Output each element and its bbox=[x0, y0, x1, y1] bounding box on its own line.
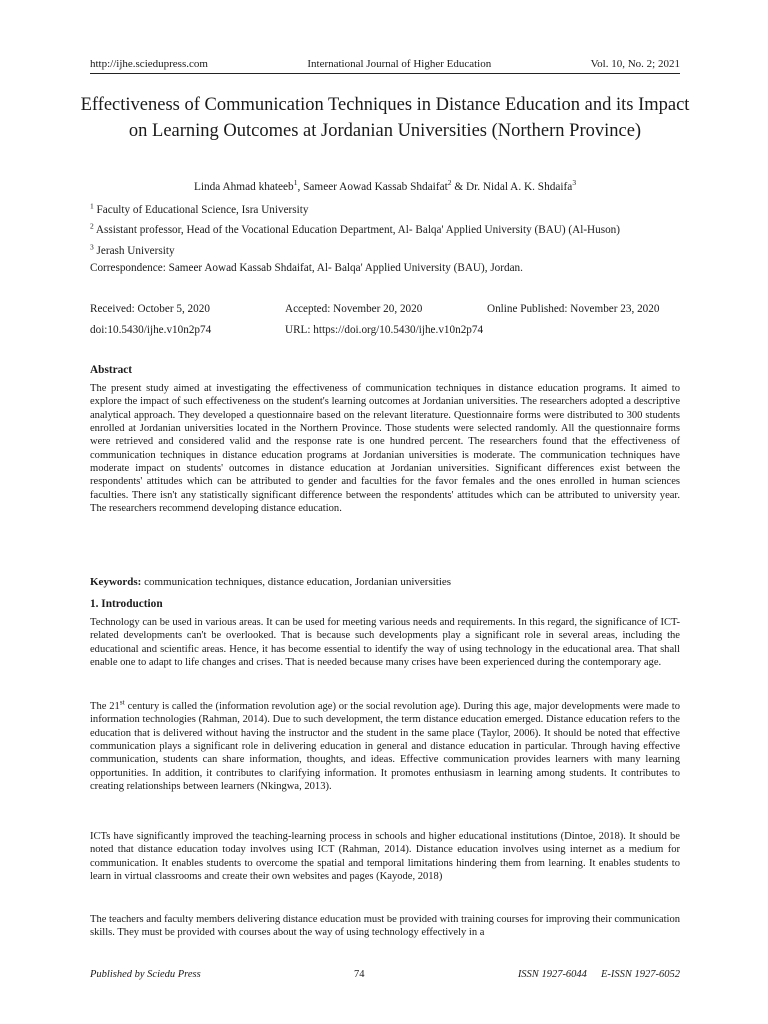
author-3: Dr. Nidal A. K. Shdaifa bbox=[465, 181, 573, 193]
received-date: Received: October 5, 2020 bbox=[90, 303, 210, 315]
journal-name: International Journal of Higher Education bbox=[307, 58, 492, 70]
affiliation-3 bbox=[90, 242, 690, 257]
affiliation-mark: 3 bbox=[90, 242, 94, 252]
intro-paragraph-1: Technology can be used in various areas. It can be used for meeting various needs and requirements. In this regard, the significance of ICT-related developments can't be overlooked. That is because such developments play a significant role in several areas, including the educational and scientific areas. Hence, it has become essential to identify the way of using technology in the educational area. That shall enable one to adapt to life changes and crises. That is needed because many crises have been experienced during the contemporary age. bbox=[90, 617, 680, 669]
paragraph-text: The 21 bbox=[90, 701, 120, 712]
affiliation-1 bbox=[90, 201, 690, 216]
paper-title: Effectiveness of Communication Techniques in Distance Education and its Impact on Learning Outcomes at Jordanian Universities (Northern Province) bbox=[80, 95, 690, 141]
page-footer bbox=[90, 967, 680, 980]
published-date: Online Published: November 23, 2020 bbox=[487, 303, 660, 315]
intro-paragraph-4: The teachers and faculty members delivering distance education must be provided with training courses for improving their communication skills. They must be provided with courses about the way of using technology effectively in a bbox=[90, 914, 680, 939]
accepted-date: Accepted: November 20, 2020 bbox=[285, 303, 423, 315]
journal-url[interactable]: http://ijhe.sciedupress.com bbox=[90, 58, 208, 70]
keywords bbox=[90, 576, 451, 588]
keywords-list: communication techniques, distance education, Jordanian universities bbox=[141, 576, 452, 588]
affiliation-2 bbox=[90, 221, 690, 236]
section-heading-introduction: 1. Introduction bbox=[90, 598, 163, 610]
running-header bbox=[90, 58, 680, 74]
paragraph-text: century is called the (information revolution age) or the social revolution age). During this age, major developments were made to information technologies (Rahman, 2014). Due to such development, the term distance education emerged. Distance education refers to the education that is delivered without having the instructor and the student in the same place (Taylor, 2006). It should be noted that effective communication plays a significant role in delivering education in general and distance education in particular. Through having effective communication, students can share information, thoughts, and ideas. Effective communication provides learners with many learning opportunities. In addition, it contributes to clarifying information. It promotes enthusiasm in learning among students. It contributes to creating relationships between learners (Nkingwa, 2013). bbox=[90, 701, 680, 793]
keywords-label: Keywords: bbox=[90, 576, 142, 588]
affiliation-text: Jerash University bbox=[93, 245, 175, 257]
author-1: Linda Ahmad khateeb bbox=[193, 181, 294, 193]
eissn: E-ISSN 1927-6052 bbox=[600, 969, 680, 980]
intro-paragraph-3: ICTs have significantly improved the teaching-learning process in schools and higher educational institutions (Dintoe, 2018). It should be noted that distance education today involves using ICT (Rahman, 2014). Distance education involves using internet as a medium for communication. It enables students to overcome the spatial and temporal limitations hindering them from learning. It enables students to learn in virtual classrooms and create their own websites and pages (Kayode, 2018) bbox=[90, 831, 680, 883]
issn-block bbox=[518, 969, 680, 980]
issn: ISSN 1927-6044 bbox=[517, 969, 587, 980]
affiliation-text: Faculty of Educational Science, Isra University bbox=[93, 204, 309, 216]
ordinal-superscript: st bbox=[119, 697, 125, 707]
intro-paragraph-2 bbox=[90, 697, 680, 793]
author-2: Sameer Aowad Kassab Shdaifat bbox=[303, 181, 448, 193]
affiliation-mark: 1 bbox=[90, 201, 94, 211]
abstract-text: The present study aimed at investigating the effectiveness of communication techniques in distance education programs. It aimed to explore the impact of such effectiveness on the student's learning outcomes at Jordanian universities. The researchers adopted a descriptive analytical approach. They developed a questionnaire based on the relevant literature. Questionnaire forms were distributed to 300 students enrolled at Jordanian universities located in the Northern Province. Those students were selected randomly. All the questionnaire forms were retrieved and considered valid and the response rate is one hundred percent. The researchers found that the effectiveness of communication techniques in distance education programs at Jordanian universities is moderate. The communication techniques have moderate impact on students' outcomes in distance education at Jordanian universities. Significant differences exist between the respondents' attitudes which can be attributed to gender and faculties for the favor females and the ones enrolled in human sciences faculties. There isn't any statistically significant difference between the respondents' attitudes which can be attributed to university year. The researchers recommend developing distance education. bbox=[90, 383, 680, 515]
correspondence: Correspondence: Sameer Aowad Kassab Shdaifat, Al- Balqa' Applied University (BAU), Jordan. bbox=[90, 262, 523, 274]
author-3-affiliation-mark: 3 bbox=[572, 178, 577, 188]
page-number: 74 bbox=[354, 969, 365, 980]
publisher: Published by Sciedu Press bbox=[90, 969, 201, 980]
doi-url[interactable]: URL: https://doi.org/10.5430/ijhe.v10n2p74 bbox=[285, 324, 484, 336]
author-separator: & bbox=[451, 181, 466, 193]
doi[interactable]: doi:10.5430/ijhe.v10n2p74 bbox=[90, 324, 212, 336]
affiliation-text: Assistant professor, Head of the Vocational Education Department, Al- Balqa' Applied University (BAU) (Al-Huson) bbox=[93, 224, 620, 236]
author-list bbox=[90, 178, 680, 193]
author-separator: , bbox=[297, 181, 304, 193]
affiliation-mark: 2 bbox=[90, 221, 94, 231]
abstract-heading: Abstract bbox=[90, 364, 133, 376]
author-1-affiliation-mark: 1 bbox=[293, 178, 298, 188]
volume-info: Vol. 10, No. 2; 2021 bbox=[590, 58, 680, 70]
author-2-affiliation-mark: 2 bbox=[447, 178, 452, 188]
